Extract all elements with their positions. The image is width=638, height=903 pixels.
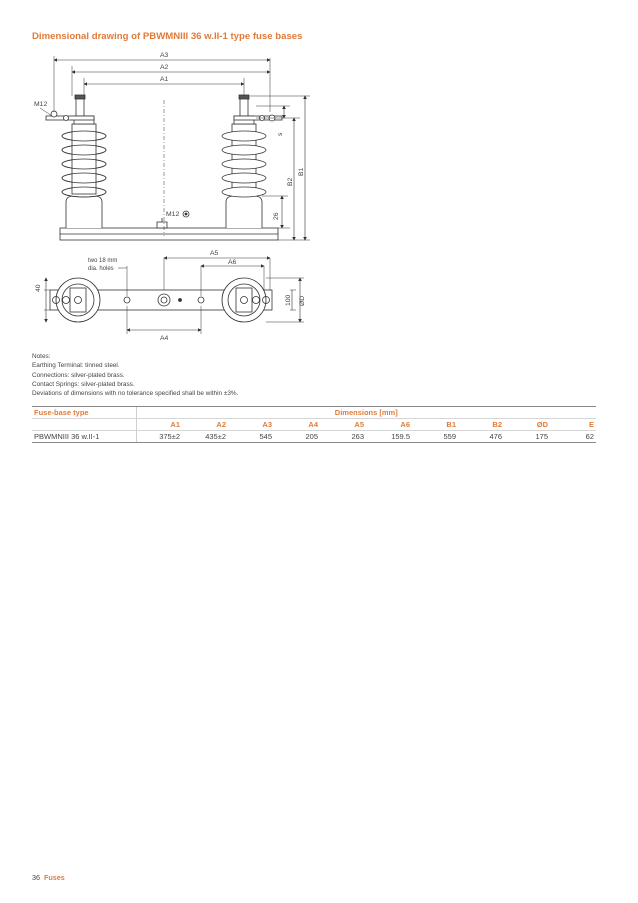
- note-line: Contact Springs: silver-plated brass.: [32, 380, 135, 388]
- type-column-header: Fuse-base type: [32, 407, 136, 419]
- dimensional-drawing: [0, 0, 638, 400]
- dim-40-label: 40: [35, 284, 42, 292]
- dim-b2-label: B2: [287, 177, 294, 186]
- note-line: Connections: silver-plated brass.: [32, 371, 125, 379]
- table-cell: 545: [228, 431, 274, 443]
- dim-a5-label: A5: [210, 250, 219, 257]
- col-a6: A6: [366, 419, 412, 431]
- m12-bottom-label: M12: [166, 211, 180, 218]
- col-a1: A1: [136, 419, 182, 431]
- dim-a6-label: A6: [228, 259, 237, 266]
- col-b1: B1: [412, 419, 458, 431]
- left-insulator: [46, 95, 106, 228]
- table-cell: 476: [458, 431, 504, 443]
- dim-a3-label: A3: [160, 52, 169, 59]
- holes-note-line1: two 18 mm: [88, 258, 118, 264]
- blank-header-cell: [32, 419, 136, 431]
- table-cell: 159.5: [366, 431, 412, 443]
- col-a5: A5: [320, 419, 366, 431]
- dimensions-header: Dimensions [mm]: [136, 407, 596, 419]
- dim-a2-label: A2: [160, 64, 169, 71]
- dim-26-label: 26: [273, 212, 280, 220]
- page-footer: [32, 873, 65, 882]
- fuse-base-type-cell: PBWMNIII 36 w.II-1: [32, 431, 136, 443]
- note-line: Deviations of dimensions with no tolerance specified shall be within ±3%.: [32, 390, 239, 398]
- col-a2: A2: [182, 419, 228, 431]
- table-cell: 263: [320, 431, 366, 443]
- col-b2: B2: [458, 419, 504, 431]
- page-title: Dimensional drawing of PBWMNIII 36 w.II-1 type fuse bases: [32, 31, 303, 42]
- dim-b1-label: B1: [298, 167, 305, 176]
- table-cell: 62: [550, 431, 596, 443]
- table-cell: 375±2: [136, 431, 182, 443]
- notes-heading: Notes:: [32, 353, 51, 360]
- table-cell: 175: [504, 431, 550, 443]
- dim-a1-label: A1: [160, 76, 169, 83]
- right-insulator: [222, 95, 282, 228]
- col-od: ØD: [504, 419, 550, 431]
- dim-100-label: 100: [285, 294, 292, 306]
- col-a4: A4: [274, 419, 320, 431]
- plan-view: [44, 258, 304, 334]
- table-cell: 205: [274, 431, 320, 443]
- notes: [32, 352, 238, 398]
- note-line: Earthing Terminal: tinned steel.: [32, 362, 120, 370]
- dim-od-label: ØD: [299, 295, 306, 306]
- col-a3: A3: [228, 419, 274, 431]
- m12-left-label: M12: [34, 101, 48, 108]
- table-cell: 435±2: [182, 431, 228, 443]
- col-e: E: [550, 419, 596, 431]
- table-row: [32, 431, 596, 443]
- table-cell: 559: [412, 431, 458, 443]
- holes-note-line2: dia. holes: [88, 266, 114, 272]
- page-number: 36: [32, 873, 40, 882]
- dimensions-table: [32, 406, 596, 443]
- dim-s-label: s: [277, 132, 284, 136]
- section-name: Fuses: [44, 873, 65, 882]
- dim-a4-label: A4: [160, 335, 169, 342]
